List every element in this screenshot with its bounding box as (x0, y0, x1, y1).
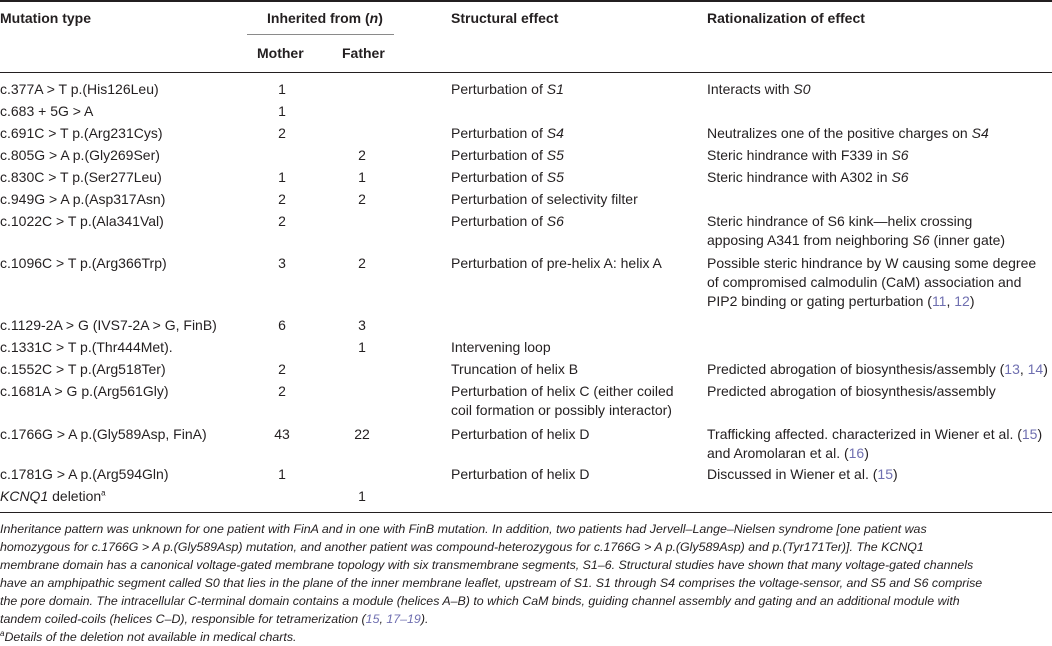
footnote-line: have an amphipathic segment called S0 that lies in the plane of the inner membrane leaflet, upstream of S1. S1 through S4 comprises the voltage-sensor, and S5 and S6 comprise (0, 576, 983, 590)
table-row-mother: 1 (278, 103, 286, 119)
table-row-structural: Perturbation of S6 (451, 213, 564, 229)
table-row-structural: Perturbation of selectivity filter (451, 191, 638, 207)
header-bottom-rule (0, 72, 1052, 73)
table-row-mother: 43 (274, 426, 290, 442)
reference-link[interactable]: 12 (954, 293, 970, 309)
table-row-father: 2 (358, 255, 366, 271)
reference-link[interactable]: 11 (931, 293, 947, 309)
table-row-rationale: Discussed in Wiener et al. (15) (707, 466, 898, 482)
header-rationalization: Rationalization of effect (707, 10, 865, 26)
footnote-line: the pore domain. The intracellular C-terminal domain contains a module (helices A–B) to which CaM binds, guiding channel assembly and gating and an additional module with (0, 594, 960, 608)
table-row-father: 3 (358, 317, 366, 333)
table-row-mother: 2 (278, 361, 286, 377)
reference-link[interactable]: 13 (1004, 361, 1020, 377)
table-row-mother: 6 (278, 317, 286, 333)
table-row-mutation: c.1331C > T p.(Thr444Met). (0, 339, 173, 355)
table-row-structural: Perturbation of helix D (451, 466, 590, 482)
table-row-mutation: KCNQ1 deletion$^a$ (0, 488, 106, 504)
table-top-rule (0, 0, 1052, 2)
header-structural-effect: Structural effect (451, 10, 559, 26)
table-row-father: 22 (354, 426, 370, 442)
table-row-mutation: c.830C > T p.(Ser277Leu) (0, 169, 162, 185)
table-row-structural: Perturbation of S4 (451, 125, 564, 141)
table-row-mother: 1 (278, 466, 286, 482)
table-row-mutation: c.691C > T p.(Arg231Cys) (0, 125, 163, 141)
table-row-father: 2 (358, 191, 366, 207)
table-row-mother: 3 (278, 255, 286, 271)
header-mother: Mother (257, 45, 304, 61)
table-row-structural: Perturbation of pre-helix A: helix A (451, 255, 662, 271)
table-row-structural: Perturbation of helix D (451, 426, 590, 442)
table-row-father: 1 (358, 339, 366, 355)
footnote-line: tandem coiled-coils (helices C–D), responsible for tetramerization (15, 17–19). (0, 612, 429, 626)
table-row-mutation: c.1681A > G p.(Arg561Gly) (0, 383, 169, 399)
table-row-mutation: c.805G > A p.(Gly269Ser) (0, 147, 160, 163)
table-row-structural: Perturbation of S5 (451, 169, 564, 185)
table-row-mother: 1 (278, 81, 286, 97)
table-row-mutation: c.683 + 5G > A (0, 103, 94, 119)
table-row-rationale: Neutralizes one of the positive charges on S4 (707, 125, 989, 141)
table-row-structural: Truncation of helix B (451, 361, 579, 377)
table-row-mutation: c.1129-2A > G (IVS7-2A > G, FinB) (0, 317, 217, 333)
footnote-line: homozygous for c.1766G > A p.(Gly589Asp) mutation, and another patient was compound-heterozygous for c.1766G > A p.(Gly589Asp) and p.(Tyr171Ter)]. The KCNQ1 (0, 540, 924, 554)
table-row-structural: Perturbation of S5 (451, 147, 564, 163)
header-inherited-from: Inherited from (n) (267, 10, 383, 26)
table-row-structural: Perturbation of helix C (either coiled coil formation or possibly interactor) (451, 383, 674, 418)
reference-link[interactable]: 15 (877, 466, 893, 482)
table-row-mutation: c.377A > T p.(His126Leu) (0, 81, 159, 97)
table-row-mother: 1 (278, 169, 286, 185)
table-row-rationale: Steric hindrance with A302 in S6 (707, 169, 909, 185)
table-row-mutation: c.1096C > T p.(Arg366Trp) (0, 255, 167, 271)
reference-link[interactable]: 15 (365, 612, 380, 626)
table-row-mother: 2 (278, 383, 286, 399)
header-mutation-type: Mutation type (0, 10, 91, 26)
reference-link[interactable]: 14 (1027, 361, 1044, 377)
table-row-father: 2 (358, 147, 366, 163)
footnote-line: Inheritance pattern was unknown for one patient with FinA and in one with FinB mutation. In addition, two patients had Jervell–Lange–Nielsen syndrome [one patient was (0, 522, 927, 536)
footnote-deletion: $^a$Details of the deletion not available in medical charts. (0, 628, 297, 644)
table-row-rationale: Predicted abrogation of biosynthesis/assembly (13, 14) (707, 361, 1048, 377)
table-row-mutation: c.1781G > A p.(Arg594Gln) (0, 466, 169, 482)
table-row-rationale: Interacts with S0 (707, 81, 811, 97)
table-row-mother: 2 (278, 213, 286, 229)
table-row-father: 1 (358, 488, 366, 504)
table-row-mother: 2 (278, 125, 286, 141)
table-row-rationale: Predicted abrogation of biosynthesis/assembly (707, 383, 996, 399)
table-row-mutation: c.1552C > T p.(Arg518Ter) (0, 361, 166, 377)
table-row-rationale: Possible steric hindrance by W causing some degree of compromised calmodulin (CaM) association and PIP2 binding or gating perturbation (11, 12) (707, 255, 1037, 309)
table-row-mutation: c.1766G > A p.(Gly589Asp, FinA) (0, 426, 207, 442)
table-bottom-rule (0, 512, 1052, 513)
table-row-mutation: c.1022C > T p.(Ala341Val) (0, 213, 164, 229)
table-row-mutation: c.949G > A p.(Asp317Asn) (0, 191, 166, 207)
header-subrule (247, 34, 394, 35)
header-father: Father (342, 45, 385, 61)
reference-link[interactable]: 17–19 (386, 612, 421, 626)
table-row-structural: Intervening loop (451, 339, 551, 355)
footnote-line: membrane domain has a canonical voltage-gated membrane topology with six transmembrane segments, S1–6. Structural studies have shown that many voltage-gated channels (0, 558, 974, 572)
table-row-structural: Perturbation of S1 (451, 81, 564, 97)
table-row-rationale: Trafficking affected. characterized in Wiener et al. (15) and Aromolaran et al. (16) (707, 426, 1043, 461)
reference-link[interactable]: 16 (848, 445, 865, 461)
table-row-father: 1 (358, 169, 366, 185)
table-row-rationale: Steric hindrance with F339 in S6 (707, 147, 909, 163)
table-row-rationale: Steric hindrance of S6 kink—helix crossing apposing A341 from neighboring S6 (inner gate) (707, 213, 1006, 248)
table-row-mother: 2 (278, 191, 286, 207)
reference-link[interactable]: 15 (1021, 426, 1038, 442)
